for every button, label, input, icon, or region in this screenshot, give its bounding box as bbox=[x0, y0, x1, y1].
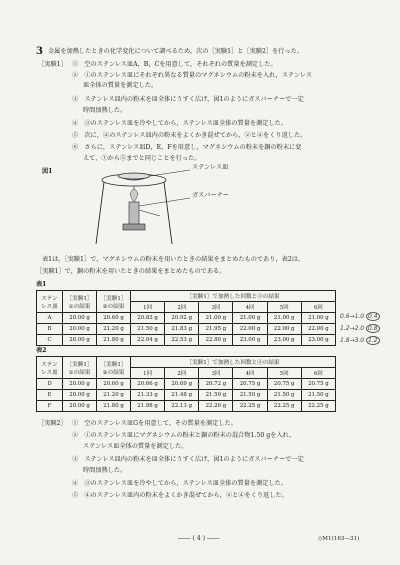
table-header: 5回 bbox=[267, 368, 301, 379]
exp1-step: ⑤ 次に，④のステンレス皿内の粉末をよくかき混ぜてから，②と④をくり返した。 bbox=[72, 132, 307, 139]
table-row bbox=[37, 335, 336, 346]
exp2-step: ② ①のステンレス皿にマグネシウムの粉末と銅の粉末の混合物1.50 gを入れ， bbox=[72, 432, 296, 439]
handwritten-note bbox=[340, 324, 380, 333]
exp1-step: ⑥ さらに，ステンレス皿D，E，Fを用意し，マグネシウムの粉末を銅の粉末に変 bbox=[72, 144, 302, 151]
table-header: 4回 bbox=[233, 302, 267, 313]
table-cell: 21.00 g bbox=[199, 313, 233, 324]
table-cell: 22.80 g bbox=[199, 335, 233, 346]
table-row bbox=[37, 324, 336, 335]
tables-description: 表1は，［実験1］で，マグネシウムの粉末を用いたときの結果をまとめたものであり，表2は， bbox=[42, 256, 305, 263]
table-cell: 20.66 g bbox=[131, 379, 165, 390]
tables-description: ［実験1］で，銅の粉末を用いたときの結果をまとめたものである。 bbox=[36, 268, 226, 275]
table-cell: 20.75 g bbox=[301, 379, 335, 390]
table-cell: 20.00 g bbox=[63, 313, 97, 324]
table-cell: 22.13 g bbox=[165, 401, 199, 412]
table-header: 2回 bbox=[165, 302, 199, 313]
table-cell: B bbox=[37, 324, 63, 335]
table-cell: 21.50 g bbox=[301, 390, 335, 401]
table-cell: 20.75 g bbox=[267, 379, 301, 390]
table-cell: 20.92 g bbox=[165, 313, 199, 324]
circled-note: 0.4 bbox=[368, 313, 378, 320]
table-header: 5回 bbox=[267, 302, 301, 313]
note-text: 1.8→3.0 bbox=[340, 337, 365, 344]
table2 bbox=[36, 356, 336, 412]
table-cell: 23.00 g bbox=[267, 335, 301, 346]
table-cell: 20.69 g bbox=[165, 379, 199, 390]
table-header: ［実験1］で加熱した回数と④の結果 bbox=[131, 291, 336, 302]
table-cell: C bbox=[37, 335, 63, 346]
table-header: ［実験1］で加熱した回数と④の結果 bbox=[131, 357, 336, 368]
exp2-step: ⑤ ④のステンレス皿内の粉末をよくかき混ぜてから，②と④をくり返した。 bbox=[72, 492, 288, 499]
fig1-title: 図1 bbox=[42, 168, 53, 175]
table-header: 3回 bbox=[199, 368, 233, 379]
page-code: ◇M1(163―31) bbox=[318, 536, 360, 542]
exp1-step: ③ ステンレス皿内の粉末を皿全体にうすく広げ，図1のようにガスバーナーで一定 bbox=[72, 96, 304, 103]
table-cell: 21.20 g bbox=[97, 390, 131, 401]
exp2-step: ① 空のステンレス皿Gを用意して，その質量を測定した。 bbox=[72, 420, 237, 427]
table-cell: 20.60 g bbox=[97, 379, 131, 390]
table-cell: 22.25 g bbox=[301, 401, 335, 412]
table-cell: 22.00 g bbox=[267, 324, 301, 335]
table2-title: 表2 bbox=[36, 347, 47, 354]
table-row bbox=[37, 401, 336, 412]
exp1-step: ④ ③のステンレス皿を冷やしてから，ステンレス皿全体の質量を測定した。 bbox=[72, 120, 288, 127]
question-intro: 金属を加熱したときの化学変化について調べるため，次の［実験1］と［実験2］を行った。 bbox=[48, 48, 303, 55]
handwritten-note bbox=[340, 336, 380, 345]
table-header: 4回 bbox=[233, 368, 267, 379]
table-row bbox=[37, 379, 336, 390]
table-cell: 21.50 g bbox=[199, 390, 233, 401]
table-cell: 22.04 g bbox=[131, 335, 165, 346]
table-cell: 20.00 g bbox=[63, 335, 97, 346]
table-cell: 21.50 g bbox=[267, 390, 301, 401]
table-header: ［実験1］ ②の結果 bbox=[97, 291, 131, 313]
table-cell: 20.00 g bbox=[63, 390, 97, 401]
table-cell: 20.00 g bbox=[63, 379, 97, 390]
exp1-step: 皿全体の質量を測定した。 bbox=[83, 82, 158, 89]
exp2-step: ステンレス皿全体の質量を測定した。 bbox=[83, 443, 188, 450]
table-row bbox=[37, 313, 336, 324]
fig1-dish-label: ステンレス皿 bbox=[192, 164, 229, 171]
table-cell: 21.98 g bbox=[131, 401, 165, 412]
exp1-label: ［実験1］ bbox=[38, 61, 67, 68]
table-cell: 21.80 g bbox=[97, 401, 131, 412]
table-header: 1回 bbox=[131, 368, 165, 379]
table-header: 6回 bbox=[301, 368, 335, 379]
exp2-step: ④ ③のステンレス皿を冷やしてから，ステンレス皿全体の質量を測定した。 bbox=[72, 480, 288, 487]
table-cell: 21.95 g bbox=[199, 324, 233, 335]
circled-note: 0.8 bbox=[368, 325, 378, 332]
table-cell: 21.20 g bbox=[97, 324, 131, 335]
table-cell: 23.00 g bbox=[233, 335, 267, 346]
table1 bbox=[36, 290, 336, 346]
table-cell: 21.50 g bbox=[131, 324, 165, 335]
table-cell: E bbox=[37, 390, 63, 401]
table-header: ステン レス皿 bbox=[37, 357, 63, 379]
table-header: 1回 bbox=[131, 302, 165, 313]
table-header: 3回 bbox=[199, 302, 233, 313]
table-header: 6回 bbox=[301, 302, 335, 313]
table-cell: 21.83 g bbox=[165, 324, 199, 335]
table-cell: 22.00 g bbox=[233, 324, 267, 335]
table-cell: 21.48 g bbox=[165, 390, 199, 401]
handwritten-note bbox=[340, 312, 380, 321]
table-cell: 22.00 g bbox=[301, 324, 335, 335]
table-cell: 23.00 g bbox=[301, 335, 335, 346]
note-text: 0.6→1.0 bbox=[340, 313, 365, 320]
table-header: ［実験1］ ①の結果 bbox=[63, 357, 97, 379]
table-cell: 21.00 g bbox=[301, 313, 335, 324]
exp1-step: えて，①から⑤までと同じことを行った。 bbox=[83, 155, 201, 162]
table-header: ［実験1］ ①の結果 bbox=[63, 291, 97, 313]
page-number: ―― ( 4 ) ―― bbox=[178, 535, 220, 542]
circled-note: 1.2 bbox=[368, 337, 378, 344]
exp2-step: ③ ステンレス皿内の粉末を皿全体にうすく広げ，図1のようにガスバーナーで一定 bbox=[72, 456, 304, 463]
table-cell: 21.50 g bbox=[233, 390, 267, 401]
table-cell: A bbox=[37, 313, 63, 324]
table-cell: 20.75 g bbox=[233, 379, 267, 390]
table-cell: 22.20 g bbox=[199, 401, 233, 412]
table-cell: 20.83 g bbox=[131, 313, 165, 324]
exp1-step: 時間加熱した。 bbox=[83, 107, 127, 114]
table1-title: 表1 bbox=[36, 281, 47, 288]
table-header: 2回 bbox=[165, 368, 199, 379]
exp1-step: ② ①のステンレス皿にそれぞれ異なる質量のマグネシウムの粉末を入れ，ステンレス bbox=[72, 72, 313, 79]
table-header: ステン レス皿 bbox=[37, 291, 63, 313]
exp1-step: ① 空のステンレス皿A，B，Cを用意して，それぞれの質量を測定した。 bbox=[72, 61, 277, 68]
exp2-step: 時間加熱した。 bbox=[83, 467, 127, 474]
table-cell: 20.72 g bbox=[199, 379, 233, 390]
table-cell: 21.80 g bbox=[97, 335, 131, 346]
question-number: 3 bbox=[36, 46, 43, 57]
table-cell: 20.60 g bbox=[97, 313, 131, 324]
fig1-burner-label: ガスバーナー bbox=[192, 192, 230, 199]
table-cell: 21.00 g bbox=[233, 313, 267, 324]
table-cell: 21.33 g bbox=[131, 390, 165, 401]
table-cell: 22.25 g bbox=[233, 401, 267, 412]
table-cell: 20.00 g bbox=[63, 324, 97, 335]
table-header: ［実験1］ ②の結果 bbox=[97, 357, 131, 379]
table-cell: D bbox=[37, 379, 63, 390]
note-text: 1.2→2.0 bbox=[340, 325, 365, 332]
table-cell: 21.00 g bbox=[267, 313, 301, 324]
fig1-apparatus bbox=[90, 164, 270, 246]
table-cell: F bbox=[37, 401, 63, 412]
table-cell: 20.00 g bbox=[63, 401, 97, 412]
table-cell: 22.25 g bbox=[267, 401, 301, 412]
table-cell: 22.53 g bbox=[165, 335, 199, 346]
exp2-label: ［実験2］ bbox=[38, 420, 67, 427]
table-row bbox=[37, 390, 336, 401]
